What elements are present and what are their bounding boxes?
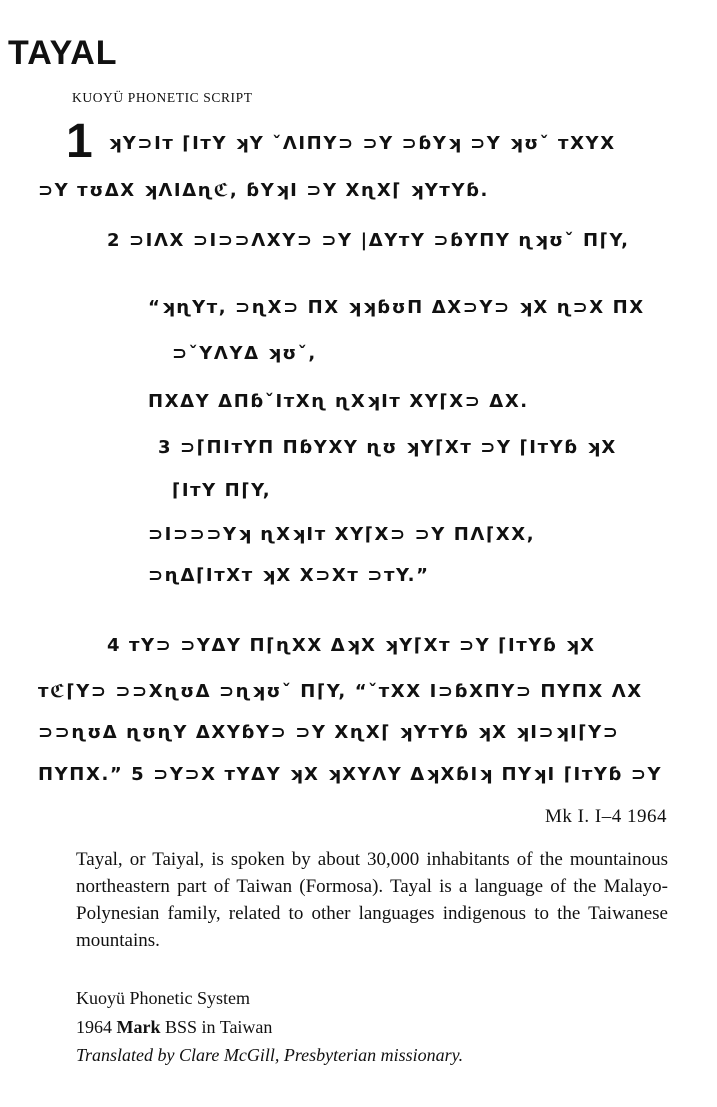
book-name: Mark [116, 1017, 161, 1037]
writing-system: Kuoyü Phonetic System [76, 988, 250, 1008]
scripture-reference: Mk I. I–4 1964 [544, 806, 667, 827]
script-line: ΠXΔY ΔΠɓˇIᴛXɳ ɳXʞIᴛ XY⌈X⊃ ΔX. [148, 391, 529, 412]
page-title: TAYAL [8, 34, 118, 72]
script-line: 2 ⊃IɅX ⊃I⊃⊃ɅXY⊃ ⊃Y |ΔYᴛY ⊃ɓYΠY ɳʞʊˇ Π⌈Y, [107, 230, 630, 251]
script-line: ᴛℭ⌈Y⊃ ⊃⊃XɳʊΔ ⊃ɳʞʊˇ Π⌈Y, “ˇᴛXX I⊃ɓXΠY⊃ ΠYΠX ɅX [38, 681, 643, 702]
script-line: 3 ⊃⌈ΠIᴛYΠ ΠɓYXY ɳʊ ʞY⌈Xᴛ ⊃Y ⌈IᴛYɓ ʞX [158, 437, 617, 458]
script-name: KUOYÜ PHONETIC SCRIPT [72, 90, 253, 105]
script-line: ⊃⊃ɳʊΔ ɳʊɳY ΔXYɓY⊃ ⊃Y XɳX⌈ ʞYᴛYɓ ʞX ʞI⊃ʞI⌈Y⊃ [38, 722, 620, 743]
script-line: “ʞɳYᴛ, ⊃ɳX⊃ ΠX ʞʞɓʊΠ ΔX⊃Y⊃ ʞX ɳ⊃X ΠX [148, 297, 645, 318]
publication-year: 1964 [76, 1017, 112, 1037]
script-line: 4 ᴛY⊃ ⊃YΔY Π⌈ɳXX ΔʞX ʞY⌈Xᴛ ⊃Y ⌈IᴛYɓ ʞX [107, 635, 596, 656]
script-line: ⊃ˇYɅYΔ ʞʊˇ, [172, 343, 317, 364]
chapter-number: 1 [66, 115, 93, 168]
publisher: BSS in Taiwan [165, 1017, 273, 1037]
translator-credit: Translated by Clare McGill, Presbyterian missionary. [76, 1045, 464, 1065]
language-description: Tayal, or Taiyal, is spoken by about 30,000 inhabitants of the mountainous northeastern part of Taiwan (Formosa). Tayal is a language of the Malayo-Polynesian family, related to other languages indigenous to the Taiwanese mountains. [76, 849, 668, 951]
script-line: ⌈IᴛY Π⌈Y, [172, 480, 272, 501]
script-line: ʞY⊃Iᴛ ⌈IᴛY ʞY ˇɅIΠY⊃ ⊃Y ⊃ɓYʞ ⊃Y ʞʊˇ ᴛXYX [108, 133, 616, 154]
script-line: ⊃Y ᴛʊΔX ʞɅIΔɳℭ, ɓYʞI ⊃Y XɳX⌈ ʞYᴛYɓ. [38, 180, 489, 201]
script-line: ⊃I⊃⊃⊃Yʞ ɳXʞIᴛ XY⌈X⊃ ⊃Y ΠɅ⌈XX, [148, 524, 536, 545]
script-line: ΠYΠX.” 5 ⊃Y⊃X ᴛYΔY ʞX ʞXYɅY ΔʞXɓIʞ ΠYʞI ⌈IᴛYɓ ⊃Y [38, 764, 663, 785]
script-line: ⊃ɳΔ⌈IᴛXᴛ ʞX X⊃Xᴛ ⊃ᴛY.” [148, 565, 430, 586]
publication-line [76, 1017, 272, 1038]
